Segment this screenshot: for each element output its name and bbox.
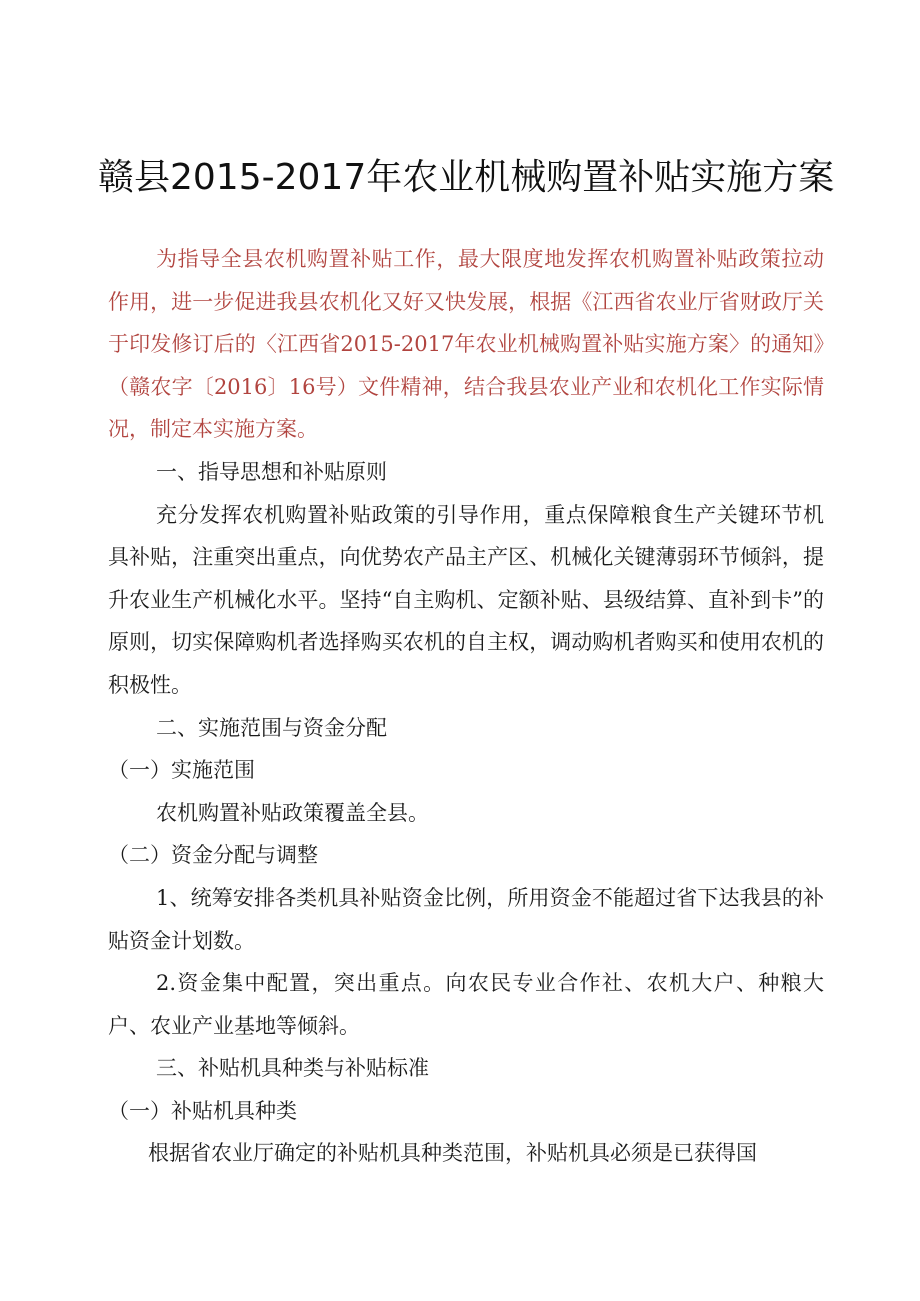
paragraph-fund-item-1: 1、统筹安排各类机具补贴资金比例，所用资金不能超过省下达我县的补贴资金计划数。 (108, 885, 824, 953)
paragraph-fund-item-2: 2.资金集中配置，突出重点。向农民专业合作社、农机大户、种粮大户、农业产业基地等倾斜。 (108, 971, 824, 1038)
section-heading-3: 三、补贴机具种类与补贴标准 (156, 1056, 429, 1081)
subsection-heading-2-2: （二）资金分配与调整 (108, 843, 318, 868)
subsection-heading-2-1: （一）实施范围 (108, 758, 255, 783)
paragraph-guiding-principles: 充分发挥农机购置补贴政策的引导作用，重点保障粮食生产关键环节机具补贴，注重突出重点，向优势农产品主产区、机械化关键薄弱环节倾斜，提升农业生产机械化水平。坚持“自主购机、定额补贴、县级结算、直补到卡”的原则，切实保障购机者选择购买农机的自主权，调动购机者购买和使用农机的积极性。 (108, 502, 824, 697)
intro-paragraph: 为指导全县农机购置补贴工作，最大限度地发挥农机购置补贴政策拉动作用，进一步促进我县农机化又好又快发展，根据《江西省农业厅省财政厅关于印发修订后的〈江西省2015-2017年农业机械购置补贴实施方案〉的通知》（赣农字〔2016〕16号）文件精神，结合我县农业产业和农机化工作实际情况，制定本实施方案。 (108, 247, 824, 442)
paragraph-scope: 农机购置补贴政策覆盖全县。 (156, 800, 429, 825)
document-title: 赣县2015-2017年农业机械购置补贴实施方案 (98, 157, 835, 198)
document-body (108, 238, 824, 1175)
paragraph-machine-types: 根据省农业厅确定的补贴机具种类范围，补贴机具必须是已获得国 (148, 1141, 757, 1166)
section-heading-1: 一、指导思想和补贴原则 (156, 459, 387, 484)
section-heading-2: 二、实施范围与资金分配 (156, 715, 387, 740)
subsection-heading-3-1: （一）补贴机具种类 (108, 1098, 297, 1123)
